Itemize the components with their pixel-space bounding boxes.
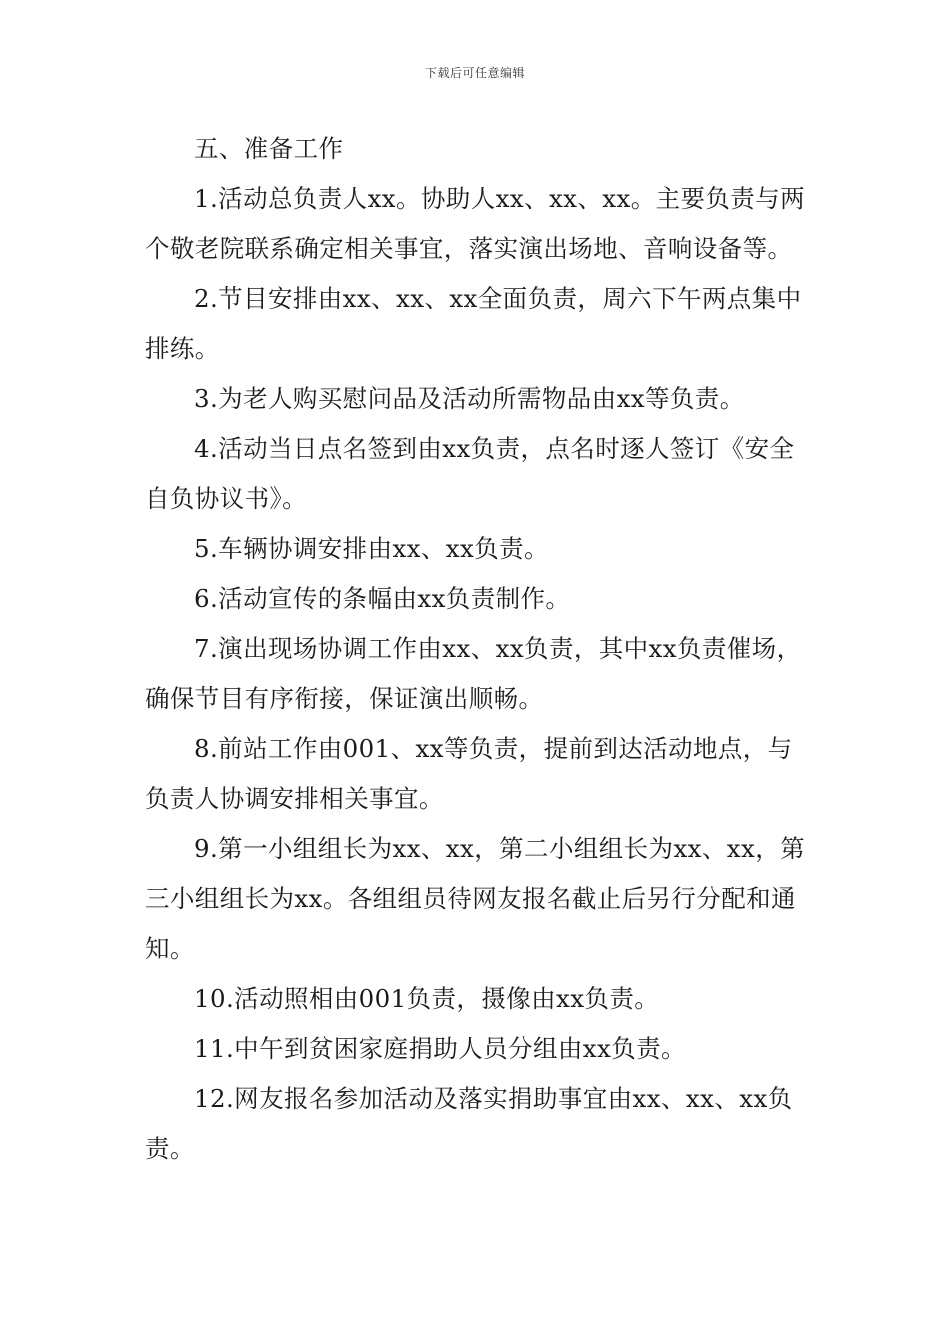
list-item-12: 12.网友报名参加活动及落实捐助事宜由xx、xx、xx负责。 — [145, 1084, 793, 1163]
list-item-7: 7.演出现场协调工作由xx、xx负责，其中xx负责催场，确保节目有序衔接，保证演出顺畅。 — [145, 634, 802, 713]
list-item-2: 2.节目安排由xx、xx、xx全面负责，周六下午两点集中排练。 — [145, 284, 802, 363]
list-item-8: 8.前站工作由001、xx等负责，提前到达活动地点，与负责人协调安排相关事宜。 — [145, 734, 793, 813]
list-item-1: 1.活动总负责人xx。协助人xx、xx、xx。主要负责与两个敬老院联系确定相关事宜，落实演出场地、音响设备等。 — [145, 184, 806, 263]
list-item-3: 3.为老人购买慰问品及活动所需物品由xx等负责。 — [194, 384, 745, 413]
list-item-6: 6.活动宣传的条幅由xx负责制作。 — [194, 584, 571, 613]
list-item-5: 5.车辆协调安排由xx、xx负责。 — [194, 534, 549, 563]
list-item-9: 9.第一小组组长为xx、xx，第二小组组长为xx、xx，第三小组组长为xx。各组组员待网友报名截止后另行分配和通知。 — [145, 834, 806, 963]
list-item-4: 4.活动当日点名签到由xx负责，点名时逐人签订《安全自负协议书》。 — [145, 434, 795, 513]
document-body — [145, 124, 815, 1174]
list-item-10: 10.活动照相由001负责，摄像由xx负责。 — [194, 984, 660, 1013]
section-title: 五、准备工作 — [194, 134, 344, 163]
list-item-11: 11.中午到贫困家庭捐助人员分组由xx负责。 — [194, 1034, 686, 1063]
page-header-note: 下载后可任意编辑 — [424, 66, 525, 80]
